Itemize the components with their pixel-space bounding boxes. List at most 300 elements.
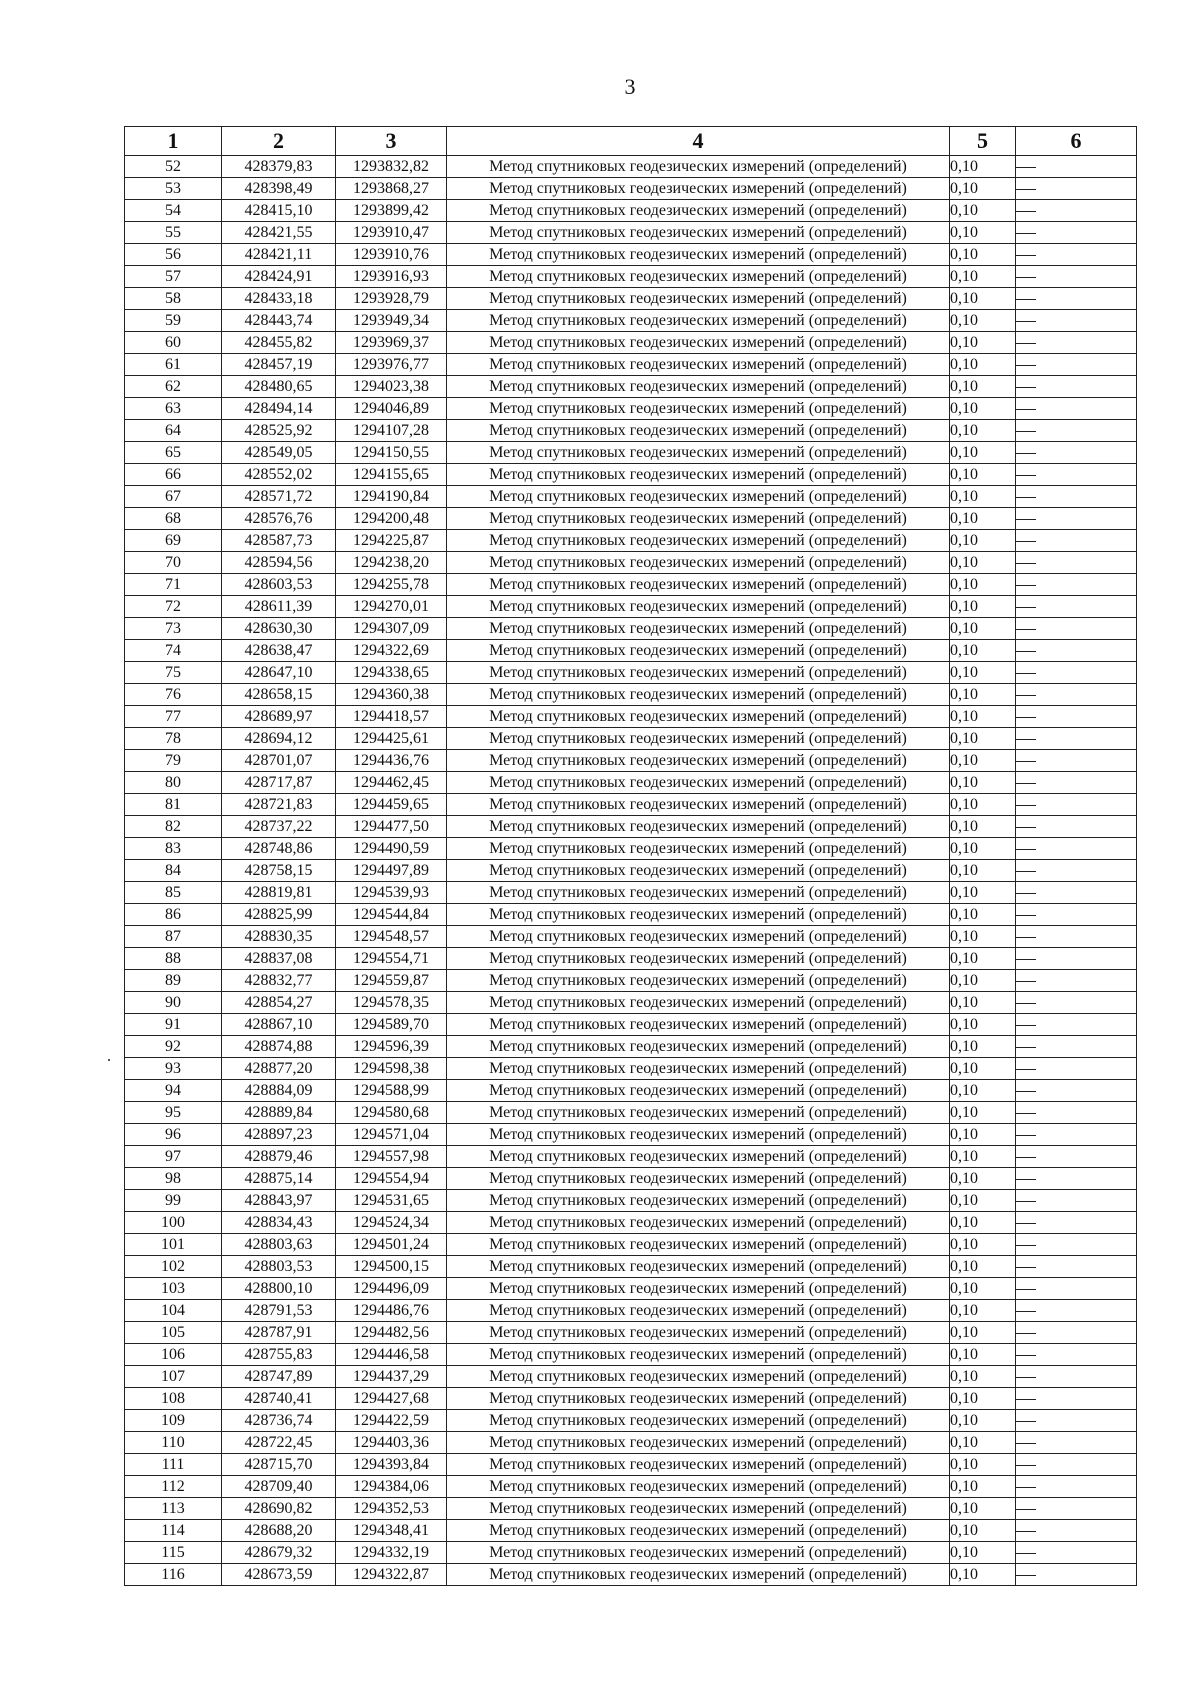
note-cell [1016, 266, 1137, 288]
x-coordinate-cell: 428874,88 [222, 1036, 336, 1058]
x-coordinate-cell: 428791,53 [222, 1300, 336, 1322]
note-cell [1016, 838, 1137, 860]
table-row [125, 156, 1137, 178]
y-coordinate-cell: 1294150,55 [336, 442, 447, 464]
method-cell: Метод спутниковых геодезических измерений (определений) [447, 1344, 950, 1366]
accuracy-cell: 0,10 [950, 310, 1016, 332]
accuracy-cell: 0,10 [950, 1432, 1016, 1454]
y-coordinate-cell: 1294307,09 [336, 618, 447, 640]
dash-mark [1016, 1157, 1036, 1158]
y-coordinate-cell: 1294462,45 [336, 772, 447, 794]
x-coordinate-cell: 428689,97 [222, 706, 336, 728]
point-number-cell: 74 [125, 640, 222, 662]
table-row [125, 1454, 1137, 1476]
x-coordinate-cell: 428638,47 [222, 640, 336, 662]
dash-mark [1016, 959, 1036, 960]
dash-mark [1016, 827, 1036, 828]
table-row [125, 1212, 1137, 1234]
dash-mark [1016, 563, 1036, 564]
accuracy-cell: 0,10 [950, 926, 1016, 948]
y-coordinate-cell: 1294588,99 [336, 1080, 447, 1102]
method-cell: Метод спутниковых геодезических измерений (определений) [447, 728, 950, 750]
dash-mark [1016, 1025, 1036, 1026]
method-cell: Метод спутниковых геодезических измерений (определений) [447, 1322, 950, 1344]
dash-mark [1016, 761, 1036, 762]
point-number-cell: 104 [125, 1300, 222, 1322]
note-cell [1016, 574, 1137, 596]
table-row [125, 178, 1137, 200]
dash-mark [1016, 519, 1036, 520]
note-cell [1016, 398, 1137, 420]
method-cell: Метод спутниковых геодезических измерений (определений) [447, 222, 950, 244]
accuracy-cell: 0,10 [950, 1520, 1016, 1542]
dash-mark [1016, 871, 1036, 872]
dash-mark [1016, 607, 1036, 608]
y-coordinate-cell: 1294393,84 [336, 1454, 447, 1476]
y-coordinate-cell: 1294107,28 [336, 420, 447, 442]
point-number-cell: 69 [125, 530, 222, 552]
x-coordinate-cell: 428679,32 [222, 1542, 336, 1564]
accuracy-cell: 0,10 [950, 1168, 1016, 1190]
x-coordinate-cell: 428879,46 [222, 1146, 336, 1168]
note-cell [1016, 970, 1137, 992]
table-row [125, 728, 1137, 750]
x-coordinate-cell: 428787,91 [222, 1322, 336, 1344]
point-number-cell: 53 [125, 178, 222, 200]
y-coordinate-cell: 1294322,69 [336, 640, 447, 662]
accuracy-cell: 0,10 [950, 552, 1016, 574]
point-number-cell: 54 [125, 200, 222, 222]
note-cell [1016, 464, 1137, 486]
dash-mark [1016, 1289, 1036, 1290]
point-number-cell: 85 [125, 882, 222, 904]
x-coordinate-cell: 428398,49 [222, 178, 336, 200]
dash-mark [1016, 211, 1036, 212]
note-cell [1016, 156, 1137, 178]
x-coordinate-cell: 428647,10 [222, 662, 336, 684]
method-cell: Метод спутниковых геодезических измерений (определений) [447, 1234, 950, 1256]
dash-mark [1016, 409, 1036, 410]
note-cell [1016, 1410, 1137, 1432]
method-cell: Метод спутниковых геодезических измерений (определений) [447, 508, 950, 530]
point-number-cell: 70 [125, 552, 222, 574]
table-row [125, 816, 1137, 838]
method-cell: Метод спутниковых геодезических измерений (определений) [447, 288, 950, 310]
method-cell: Метод спутниковых геодезических измерений (определений) [447, 684, 950, 706]
table-row [125, 618, 1137, 640]
point-number-cell: 73 [125, 618, 222, 640]
point-number-cell: 81 [125, 794, 222, 816]
dash-mark [1016, 431, 1036, 432]
x-coordinate-cell: 428433,18 [222, 288, 336, 310]
dash-mark [1016, 1575, 1036, 1576]
x-coordinate-cell: 428421,55 [222, 222, 336, 244]
note-cell [1016, 1300, 1137, 1322]
dash-mark [1016, 1355, 1036, 1356]
point-number-cell: 96 [125, 1124, 222, 1146]
table-row [125, 288, 1137, 310]
table-row [125, 882, 1137, 904]
dash-mark [1016, 475, 1036, 476]
table-row [125, 266, 1137, 288]
table-row [125, 992, 1137, 1014]
accuracy-cell: 0,10 [950, 838, 1016, 860]
column-header-3: 3 [336, 127, 447, 156]
point-number-cell: 58 [125, 288, 222, 310]
table-row [125, 1498, 1137, 1520]
method-cell: Метод спутниковых геодезических измерений (определений) [447, 200, 950, 222]
x-coordinate-cell: 428480,65 [222, 376, 336, 398]
accuracy-cell: 0,10 [950, 970, 1016, 992]
x-coordinate-cell: 428803,63 [222, 1234, 336, 1256]
point-number-cell: 78 [125, 728, 222, 750]
accuracy-cell: 0,10 [950, 1212, 1016, 1234]
dash-mark [1016, 189, 1036, 190]
dash-mark [1016, 1135, 1036, 1136]
y-coordinate-cell: 1294490,59 [336, 838, 447, 860]
table-row [125, 772, 1137, 794]
note-cell [1016, 222, 1137, 244]
y-coordinate-cell: 1294348,41 [336, 1520, 447, 1542]
point-number-cell: 75 [125, 662, 222, 684]
point-number-cell: 107 [125, 1366, 222, 1388]
x-coordinate-cell: 428897,23 [222, 1124, 336, 1146]
note-cell [1016, 1256, 1137, 1278]
method-cell: Метод спутниковых геодезических измерений (определений) [447, 1454, 950, 1476]
table-row [125, 442, 1137, 464]
note-cell [1016, 1542, 1137, 1564]
point-number-cell: 61 [125, 354, 222, 376]
method-cell: Метод спутниковых геодезических измерений (определений) [447, 1080, 950, 1102]
x-coordinate-cell: 428525,92 [222, 420, 336, 442]
method-cell: Метод спутниковых геодезических измерений (определений) [447, 1124, 950, 1146]
note-cell [1016, 948, 1137, 970]
y-coordinate-cell: 1294539,93 [336, 882, 447, 904]
note-cell [1016, 310, 1137, 332]
dash-mark [1016, 937, 1036, 938]
table-row [125, 1058, 1137, 1080]
note-cell [1016, 904, 1137, 926]
table-row [125, 750, 1137, 772]
y-coordinate-cell: 1294459,65 [336, 794, 447, 816]
note-cell [1016, 552, 1137, 574]
method-cell: Метод спутниковых геодезических измерений (определений) [447, 1058, 950, 1080]
table-row [125, 574, 1137, 596]
dash-mark [1016, 695, 1036, 696]
dash-mark [1016, 629, 1036, 630]
method-cell: Метод спутниковых геодезических измерений (определений) [447, 750, 950, 772]
method-cell: Метод спутниковых геодезических измерений (определений) [447, 1388, 950, 1410]
note-cell [1016, 882, 1137, 904]
x-coordinate-cell: 428549,05 [222, 442, 336, 464]
x-coordinate-cell: 428755,83 [222, 1344, 336, 1366]
table-row [125, 530, 1137, 552]
accuracy-cell: 0,10 [950, 1542, 1016, 1564]
accuracy-cell: 0,10 [950, 332, 1016, 354]
method-cell: Метод спутниковых геодезических измерений (определений) [447, 904, 950, 926]
point-number-cell: 105 [125, 1322, 222, 1344]
table-row [125, 552, 1137, 574]
point-number-cell: 71 [125, 574, 222, 596]
dash-mark [1016, 1421, 1036, 1422]
point-number-cell: 60 [125, 332, 222, 354]
x-coordinate-cell: 428576,76 [222, 508, 336, 530]
point-number-cell: 94 [125, 1080, 222, 1102]
dash-mark [1016, 321, 1036, 322]
accuracy-cell: 0,10 [950, 376, 1016, 398]
dash-mark [1016, 783, 1036, 784]
note-cell [1016, 1344, 1137, 1366]
note-cell [1016, 1366, 1137, 1388]
dash-mark [1016, 277, 1036, 278]
accuracy-cell: 0,10 [950, 706, 1016, 728]
method-cell: Метод спутниковых геодезических измерений (определений) [447, 838, 950, 860]
table-row [125, 684, 1137, 706]
accuracy-cell: 0,10 [950, 618, 1016, 640]
y-coordinate-cell: 1294548,57 [336, 926, 447, 948]
note-cell [1016, 750, 1137, 772]
method-cell: Метод спутниковых геодезических измерений (определений) [447, 178, 950, 200]
table-row [125, 332, 1137, 354]
point-number-cell: 67 [125, 486, 222, 508]
accuracy-cell: 0,10 [950, 1256, 1016, 1278]
method-cell: Метод спутниковых геодезических измерений (определений) [447, 442, 950, 464]
accuracy-cell: 0,10 [950, 728, 1016, 750]
table-row [125, 420, 1137, 442]
y-coordinate-cell: 1294046,89 [336, 398, 447, 420]
accuracy-cell: 0,10 [950, 750, 1016, 772]
note-cell [1016, 640, 1137, 662]
y-coordinate-cell: 1294496,09 [336, 1278, 447, 1300]
x-coordinate-cell: 428694,12 [222, 728, 336, 750]
accuracy-cell: 0,10 [950, 1102, 1016, 1124]
y-coordinate-cell: 1294554,71 [336, 948, 447, 970]
method-cell: Метод спутниковых геодезических измерений (определений) [447, 530, 950, 552]
y-coordinate-cell: 1294437,29 [336, 1366, 447, 1388]
accuracy-cell: 0,10 [950, 860, 1016, 882]
note-cell [1016, 1014, 1137, 1036]
method-cell: Метод спутниковых геодезических измерений (определений) [447, 794, 950, 816]
y-coordinate-cell: 1294589,70 [336, 1014, 447, 1036]
point-number-cell: 88 [125, 948, 222, 970]
dash-mark [1016, 849, 1036, 850]
point-number-cell: 93 [125, 1058, 222, 1080]
dash-mark [1016, 387, 1036, 388]
accuracy-cell: 0,10 [950, 684, 1016, 706]
accuracy-cell: 0,10 [950, 1366, 1016, 1388]
point-number-cell: 86 [125, 904, 222, 926]
y-coordinate-cell: 1294332,19 [336, 1542, 447, 1564]
point-number-cell: 115 [125, 1542, 222, 1564]
dash-mark [1016, 255, 1036, 256]
method-cell: Метод спутниковых геодезических измерений (определений) [447, 1300, 950, 1322]
note-cell [1016, 1432, 1137, 1454]
y-coordinate-cell: 1294500,15 [336, 1256, 447, 1278]
note-cell [1016, 1190, 1137, 1212]
note-cell [1016, 1036, 1137, 1058]
point-number-cell: 90 [125, 992, 222, 1014]
table-row [125, 1014, 1137, 1036]
dash-mark [1016, 343, 1036, 344]
x-coordinate-cell: 428690,82 [222, 1498, 336, 1520]
x-coordinate-cell: 428587,73 [222, 530, 336, 552]
accuracy-cell: 0,10 [950, 1300, 1016, 1322]
note-cell [1016, 1212, 1137, 1234]
x-coordinate-cell: 428803,53 [222, 1256, 336, 1278]
y-coordinate-cell: 1294559,87 [336, 970, 447, 992]
accuracy-cell: 0,10 [950, 288, 1016, 310]
note-cell [1016, 530, 1137, 552]
y-coordinate-cell: 1294422,59 [336, 1410, 447, 1432]
dash-mark [1016, 1553, 1036, 1554]
accuracy-cell: 0,10 [950, 948, 1016, 970]
accuracy-cell: 0,10 [950, 266, 1016, 288]
table-row [125, 794, 1137, 816]
note-cell [1016, 728, 1137, 750]
table-row [125, 1168, 1137, 1190]
dash-mark [1016, 1399, 1036, 1400]
dash-mark [1016, 541, 1036, 542]
dash-mark [1016, 585, 1036, 586]
y-coordinate-cell: 1294571,04 [336, 1124, 447, 1146]
y-coordinate-cell: 1293928,79 [336, 288, 447, 310]
accuracy-cell: 0,10 [950, 640, 1016, 662]
dash-mark [1016, 167, 1036, 168]
point-number-cell: 112 [125, 1476, 222, 1498]
y-coordinate-cell: 1293899,42 [336, 200, 447, 222]
table-row [125, 1146, 1137, 1168]
accuracy-cell: 0,10 [950, 1388, 1016, 1410]
point-number-cell: 57 [125, 266, 222, 288]
x-coordinate-cell: 428737,22 [222, 816, 336, 838]
table-row [125, 1190, 1137, 1212]
method-cell: Метод спутниковых геодезических измерений (определений) [447, 640, 950, 662]
x-coordinate-cell: 428884,09 [222, 1080, 336, 1102]
y-coordinate-cell: 1294436,76 [336, 750, 447, 772]
dash-mark [1016, 1047, 1036, 1048]
point-number-cell: 116 [125, 1564, 222, 1586]
table-row [125, 838, 1137, 860]
method-cell: Метод спутниковых геодезических измерений (определений) [447, 332, 950, 354]
accuracy-cell: 0,10 [950, 354, 1016, 376]
point-number-cell: 87 [125, 926, 222, 948]
dash-mark [1016, 739, 1036, 740]
note-cell [1016, 244, 1137, 266]
x-coordinate-cell: 428736,74 [222, 1410, 336, 1432]
dash-mark [1016, 981, 1036, 982]
note-cell [1016, 992, 1137, 1014]
point-number-cell: 77 [125, 706, 222, 728]
column-header-4: 4 [447, 127, 950, 156]
method-cell: Метод спутниковых геодезических измерений (определений) [447, 948, 950, 970]
dash-mark [1016, 497, 1036, 498]
point-number-cell: 102 [125, 1256, 222, 1278]
accuracy-cell: 0,10 [950, 1190, 1016, 1212]
x-coordinate-cell: 428571,72 [222, 486, 336, 508]
method-cell: Метод спутниковых геодезических измерений (определений) [447, 376, 950, 398]
y-coordinate-cell: 1294482,56 [336, 1322, 447, 1344]
y-coordinate-cell: 1294200,48 [336, 508, 447, 530]
point-number-cell: 98 [125, 1168, 222, 1190]
table-row [125, 376, 1137, 398]
x-coordinate-cell: 428701,07 [222, 750, 336, 772]
y-coordinate-cell: 1294427,68 [336, 1388, 447, 1410]
point-number-cell: 103 [125, 1278, 222, 1300]
table-row [125, 1322, 1137, 1344]
note-cell [1016, 354, 1137, 376]
method-cell: Метод спутниковых геодезических измерений (определений) [447, 596, 950, 618]
note-cell [1016, 860, 1137, 882]
y-coordinate-cell: 1294446,58 [336, 1344, 447, 1366]
point-number-cell: 66 [125, 464, 222, 486]
y-coordinate-cell: 1294384,06 [336, 1476, 447, 1498]
dash-mark [1016, 1267, 1036, 1268]
column-header-5: 5 [950, 127, 1016, 156]
method-cell: Метод спутниковых геодезических измерений (определений) [447, 398, 950, 420]
y-coordinate-cell: 1294425,61 [336, 728, 447, 750]
x-coordinate-cell: 428800,10 [222, 1278, 336, 1300]
x-coordinate-cell: 428877,20 [222, 1058, 336, 1080]
y-coordinate-cell: 1294023,38 [336, 376, 447, 398]
dash-mark [1016, 1487, 1036, 1488]
accuracy-cell: 0,10 [950, 156, 1016, 178]
accuracy-cell: 0,10 [950, 244, 1016, 266]
point-number-cell: 64 [125, 420, 222, 442]
x-coordinate-cell: 428630,30 [222, 618, 336, 640]
x-coordinate-cell: 428457,19 [222, 354, 336, 376]
table-row [125, 1102, 1137, 1124]
table-row [125, 1036, 1137, 1058]
accuracy-cell: 0,10 [950, 1080, 1016, 1102]
accuracy-cell: 0,10 [950, 398, 1016, 420]
point-number-cell: 108 [125, 1388, 222, 1410]
y-coordinate-cell: 1294403,36 [336, 1432, 447, 1454]
accuracy-cell: 0,10 [950, 772, 1016, 794]
method-cell: Метод спутниковых геодезических измерений (определений) [447, 1168, 950, 1190]
method-cell: Метод спутниковых геодезических измерений (определений) [447, 1542, 950, 1564]
accuracy-cell: 0,10 [950, 508, 1016, 530]
note-cell [1016, 288, 1137, 310]
table-row [125, 1366, 1137, 1388]
note-cell [1016, 1278, 1137, 1300]
note-cell [1016, 1124, 1137, 1146]
note-cell [1016, 442, 1137, 464]
x-coordinate-cell: 428379,83 [222, 156, 336, 178]
method-cell: Метод спутниковых геодезических измерений (определений) [447, 860, 950, 882]
method-cell: Метод спутниковых геодезических измерений (определений) [447, 662, 950, 684]
point-number-cell: 95 [125, 1102, 222, 1124]
point-number-cell: 100 [125, 1212, 222, 1234]
accuracy-cell: 0,10 [950, 1234, 1016, 1256]
table-row [125, 662, 1137, 684]
accuracy-cell: 0,10 [950, 1410, 1016, 1432]
dash-mark [1016, 915, 1036, 916]
y-coordinate-cell: 1293949,34 [336, 310, 447, 332]
method-cell: Метод спутниковых геодезических измерений (определений) [447, 156, 950, 178]
column-header-6: 6 [1016, 127, 1137, 156]
method-cell: Метод спутниковых геодезических измерений (определений) [447, 618, 950, 640]
accuracy-cell: 0,10 [950, 1454, 1016, 1476]
table-row [125, 1542, 1137, 1564]
point-number-cell: 55 [125, 222, 222, 244]
y-coordinate-cell: 1293910,76 [336, 244, 447, 266]
x-coordinate-cell: 428875,14 [222, 1168, 336, 1190]
dash-mark [1016, 1091, 1036, 1092]
column-header-2: 2 [222, 127, 336, 156]
table-row [125, 222, 1137, 244]
x-coordinate-cell: 428494,14 [222, 398, 336, 420]
method-cell: Метод спутниковых геодезических измерений (определений) [447, 1146, 950, 1168]
